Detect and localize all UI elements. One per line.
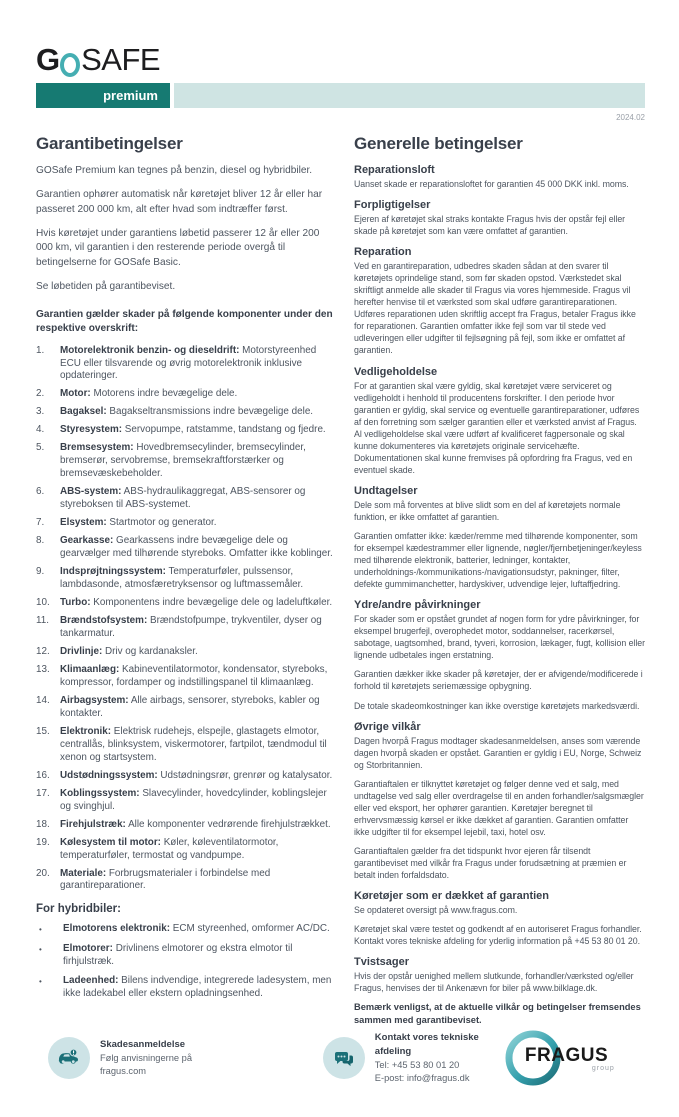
paragraph: Se opdateret oversigt på www.fragus.com. [354, 905, 518, 916]
gosafe-logo [36, 44, 645, 75]
paragraph: Garantien dækker ikke skader på køretøjer, der er afvigende/modificerede i forhold til køretøjets seriemæssige opbygning. [354, 669, 643, 692]
warranty-terms-column [36, 134, 338, 1027]
section-paragraphs [354, 499, 645, 590]
component-item: Udstødningssystem: Udstødningsrør, grenrør og katalysator. [60, 769, 333, 781]
hybrid-item: • Elmotorens elektronik: ECM styreenhed, omformer AC/DC. [36, 923, 338, 937]
component-item: Bagaksel: Bagakseltransmissions indre bevægelige dele. [60, 406, 314, 418]
claims-title: Skadesanmeldelse [100, 1038, 186, 1050]
component-item: Elsystem: Startmotor og generator. [60, 517, 217, 529]
section-heading: Tvistsager [354, 956, 410, 969]
document-header [36, 0, 645, 122]
component-item: Gearkasse: Gearkassens indre bevægelige dele og gearvælger med tilhørende styreboks. Omfatter ikke koblinger. [60, 535, 333, 560]
section-heading: Undtagelser [354, 484, 418, 497]
section-heading: Reparation [354, 246, 412, 259]
paragraph: Køretøjet skal være testet og godkendt af en autoriseret Fragus forhandler. Kontakt vores tekniske afdeling for yderlig information på +45 53 80 01 20. [354, 924, 642, 947]
terms-section [354, 956, 645, 994]
hybrid-item: • Ladeenhed: Bilens indvendige, integrerede ladesystem, men ikke ladekabel eller ekstern opladningsenhed. [36, 975, 338, 1001]
terms-section [354, 599, 645, 711]
hybrid-item: • Elmotorer: Drivlinens elmotorer og ekstra elmotor til firhjulstræk. [36, 943, 338, 969]
component-item: Airbagsystem: Alle airbags, sensorer, styreboks, kabler og kontakter. [60, 694, 320, 719]
section-paragraphs [354, 904, 645, 947]
terms-section [354, 199, 645, 237]
component-item: Materiale: Forbrugsmaterialer i forbindelse med garantireparationer. [60, 867, 271, 892]
terms-section [354, 164, 645, 190]
paragraph: Dagen hvorpå Fragus modtager skadesanmeldelsen, anses som værende dagen hvorpå skaden er opstået. Garantien er gyldig i EU, Norge, Schweiz og Storbritannien. [354, 735, 642, 770]
paragraph: Hvis der opstår uenighed mellem slutkunde, forhandler/værksted og/eller Fragus, henvises der til Ankenævn for biler på www.bilklage.dk. [354, 971, 634, 994]
section-heading: Forpligtigelser [354, 199, 431, 212]
paragraph: For at garantien skal være gyldig, skal køretøjet være serviceret og vedligeholdt i henhold til producentens forskrifter. I den periode hvor garantien er gyldig, skal service og eventuelle garantireparationer, udføres af den forretning som sælger garantien eller et værksted anvist af Fragus. Al vedligeholdelse skal være udført af kvalificeret fagpersonale og skal kunne dokumenteres via køretøjets originale servicehæfte. Dokumentationen skal kunne fremvises på opfordring fra Fragus, ved en eventuel skade. [354, 380, 640, 475]
component-item: Motorelektronik benzin- og dieseldrift: Motorstyreenhed ECU eller tilsvarende og øvrig motorelektronik inklusive opdateringer. [60, 344, 317, 382]
gosafe-logo-safe: SAFE [81, 42, 161, 77]
general-sections [354, 164, 645, 994]
section-heading: Ydre/andre påvirkninger [354, 599, 481, 612]
terms-section [354, 485, 645, 590]
component-item: Firehjulstræk: Alle komponenter vedrørende firehjulstrækket. [60, 818, 331, 830]
intro-paragraphs [36, 164, 338, 294]
section-paragraphs [354, 613, 645, 711]
section-paragraphs [354, 970, 645, 994]
paragraph: Uanset skade er reparationsloftet for garantien 45 000 DKK inkl. moms. [354, 179, 629, 189]
component-item: Brændstofsystem: Brændstofpumpe, trykventiler, dyser og tankarmatur. [60, 615, 322, 639]
terms-section [354, 366, 645, 476]
paragraph: Garantiaftalen er tilknyttet køretøjet og følger denne ved et salg, med undtagelse ved salg eller overdragelse til en anden forhandler/salgsmægler eller ved eksport, her ophører garantien. Køretøjer beregnet til erhvervsmæssig kørsel er ikke dækket af garantien. Garantien omfatter ikke udgifter til for eksempel lejebil, taxi, hotel osv. [354, 778, 644, 837]
hybrid-section-title: For hybridbiler: [36, 903, 121, 916]
claims-text [100, 1038, 227, 1079]
section-paragraphs [354, 260, 645, 356]
component-item: Klimaanlæg: Kabineventilatormotor, kondensator, styreboks, kompressor, fordamper og indstillingspanel til klimaanlæg. [60, 663, 328, 688]
component-item: Styresystem: Servopumpe, ratstamme, tandstang og fjedre. [60, 424, 326, 436]
general-terms-column [354, 134, 645, 1027]
terms-section [354, 246, 645, 356]
component-item: Koblingssystem: Slavecylinder, hovedcylinder, koblingslejer og svinghjul. [60, 787, 327, 812]
section-heading: Øvrige vilkår [354, 720, 421, 733]
paragraph: Garantiaftalen gælder fra det tidspunkt hvor ejeren får tilsendt garantibeviset med vilkår fra Fragus under forudsætning at præmien er betalt inden forfaldsdato. [354, 845, 627, 881]
component-item: Indsprøjtningssystem: Temperaturføler, pulssensor, lambdasonde, atmosfæretryksensor og luftmassemåler. [60, 566, 304, 591]
paragraph: Ved en garantireparation, udbedres skaden sådan at den svarer til køretøjets oprindelige stand, som før skaden opstod. Værkstedet skal skriftligt anmelde alle skader til Fragus via vores hjemmeside. Fragus vil herefter henvise til et værksted som skal udføre garantireparationen. Udføres reparationen uden skriftlig accept fra Fragus, betaler Fragus ikke for reparationen. Garantien omfatter ikke fejl som var til stede ved udleveringen eller udgifter til fejlsøgning på fejl, som ikke er omfattet af garantien. [354, 261, 636, 356]
fragus-group-label: group [591, 1065, 615, 1073]
paragraph: For skader som er opstået grundet af nogen form for ydre påvirkninger, for eksempel brugerfejl, overophedet motor, soddannelser, racerkørsel, sabotage, uagtsomhed, brand, tyveri, korrosion, lækager, fugt, kollision eller lignende udbetales ingen erstatning. [354, 614, 645, 661]
terms-section [354, 890, 645, 947]
section-paragraphs [354, 380, 645, 476]
document-footer [36, 1027, 645, 1117]
paragraph: Garantien ophører automatisk når køretøjet bliver 12 år eller har passeret 200 000 km, alt efter hvad som indtræffer først. [36, 189, 323, 215]
contact-text [375, 1031, 504, 1085]
component-item: Bremsesystem: Hovedbremsecylinder, bremsecylinder, bremserør, servobremse, bremsekraftforstærker og bremsevæskebeholder. [60, 442, 306, 480]
gosafe-logo-o-ring-icon [60, 53, 80, 77]
contact-phone: Tel: +45 53 80 01 20 [374, 1059, 460, 1070]
component-item: Elektronik: Elektrisk rudehejs, elspejle, glastagets elmotor, centrallås, blinksystem, viskermotorer, fartpilot, tændmodul til xenon og startsystem. [60, 725, 327, 763]
technical-contact-group [323, 1031, 504, 1085]
header-teal-band [174, 83, 645, 108]
chat-bubbles-icon [323, 1037, 365, 1079]
component-list [36, 345, 338, 894]
component-item: Motor: Motorens indre bevægelige dele. [60, 388, 238, 400]
paragraph: GOSafe Premium kan tegnes på benzin, diesel og hybridbiler. [36, 165, 313, 176]
car-warning-icon [48, 1037, 90, 1079]
version-label: 2024.02 [616, 113, 645, 122]
paragraph: Dele som må forventes at blive slidt som en del af køretøjets normale funktion, er ikke omfattet af garantien. [354, 499, 621, 522]
component-item: ABS-system: ABS-hydraulikaggregat, ABS-sensorer og styreboksen til ABS-systemet. [60, 486, 306, 511]
section-heading: Reparationsloft [354, 164, 435, 176]
section-heading: Køretøjer som er dækket af garantien [354, 890, 550, 903]
content-columns [36, 134, 645, 1027]
paragraph: Se løbetiden på garantibeviset. [36, 280, 176, 292]
paragraph: Garantien omfatter ikke: kæder/remme med tilhørende komponenter, som for eksempel kædestrammer eller lignende, nøgler/fjernbetjeninger/keyless med tilhørende elektronik, batterier, ledninger, kontakter, underholdnings-/kommunikations-/navigationsudstyr, pakninger, filter, defekte gummimanchetter, hardyskiver, udvendige lejer, luftaffjedring. [354, 530, 642, 590]
claims-contact-group [48, 1037, 227, 1079]
component-list-intro: Garantien gælder skader på følgende komponenter under den respektive overskrift: [36, 309, 333, 335]
fragus-wordmark: FRAGUS [524, 1045, 609, 1067]
contact-email: E-post: info@fragus.dk [374, 1073, 470, 1084]
left-column-title: Garantibetingelser [36, 134, 183, 153]
terms-section [354, 721, 645, 882]
right-column-title: Generelle betingelser [354, 134, 523, 153]
section-paragraphs [354, 178, 645, 190]
paragraph: De totale skadeomkostninger kan ikke overstige køretøjets markedsværdi. [354, 700, 640, 711]
premium-badge: premium [36, 83, 170, 108]
gosafe-logo-g: G [36, 42, 60, 77]
paragraph: Ejeren af køretøjet skal straks kontakte Fragus hvis der opstår fejl eller skade på køretøjet som kan være omfattet af garantien. [354, 214, 626, 237]
contact-title: Kontakt vores tekniske afdeling [374, 1032, 479, 1057]
component-item: Drivlinje: Driv og kardanaksler. [60, 645, 198, 657]
closing-note: Bemærk venligst, at de aktuelle vilkår og betingelser fremsendes sammen med garantibeviset. [354, 1002, 641, 1026]
header-badge-row [36, 83, 645, 108]
hybrid-list [36, 923, 338, 1000]
section-paragraphs [354, 213, 645, 237]
section-heading: Vedligeholdelse [354, 365, 438, 378]
claims-line: Følg anvisningerne på fragus.com [100, 1052, 192, 1077]
component-item: Kølesystem til motor: Køler, køleventilatormotor, temperaturføler, termostat og vandpumpe. [60, 836, 279, 861]
paragraph: Hvis køretøjet under garantiens løbetid passerer 12 år eller 200 000 km, vil garantien i den resterende periode overgå til betingelserne for GOSafe Basic. [36, 227, 320, 268]
component-item: Turbo: Komponentens indre bevægelige dele og ladeluftkøler. [60, 597, 333, 609]
section-paragraphs [354, 735, 645, 882]
fragus-logo [504, 1027, 645, 1089]
